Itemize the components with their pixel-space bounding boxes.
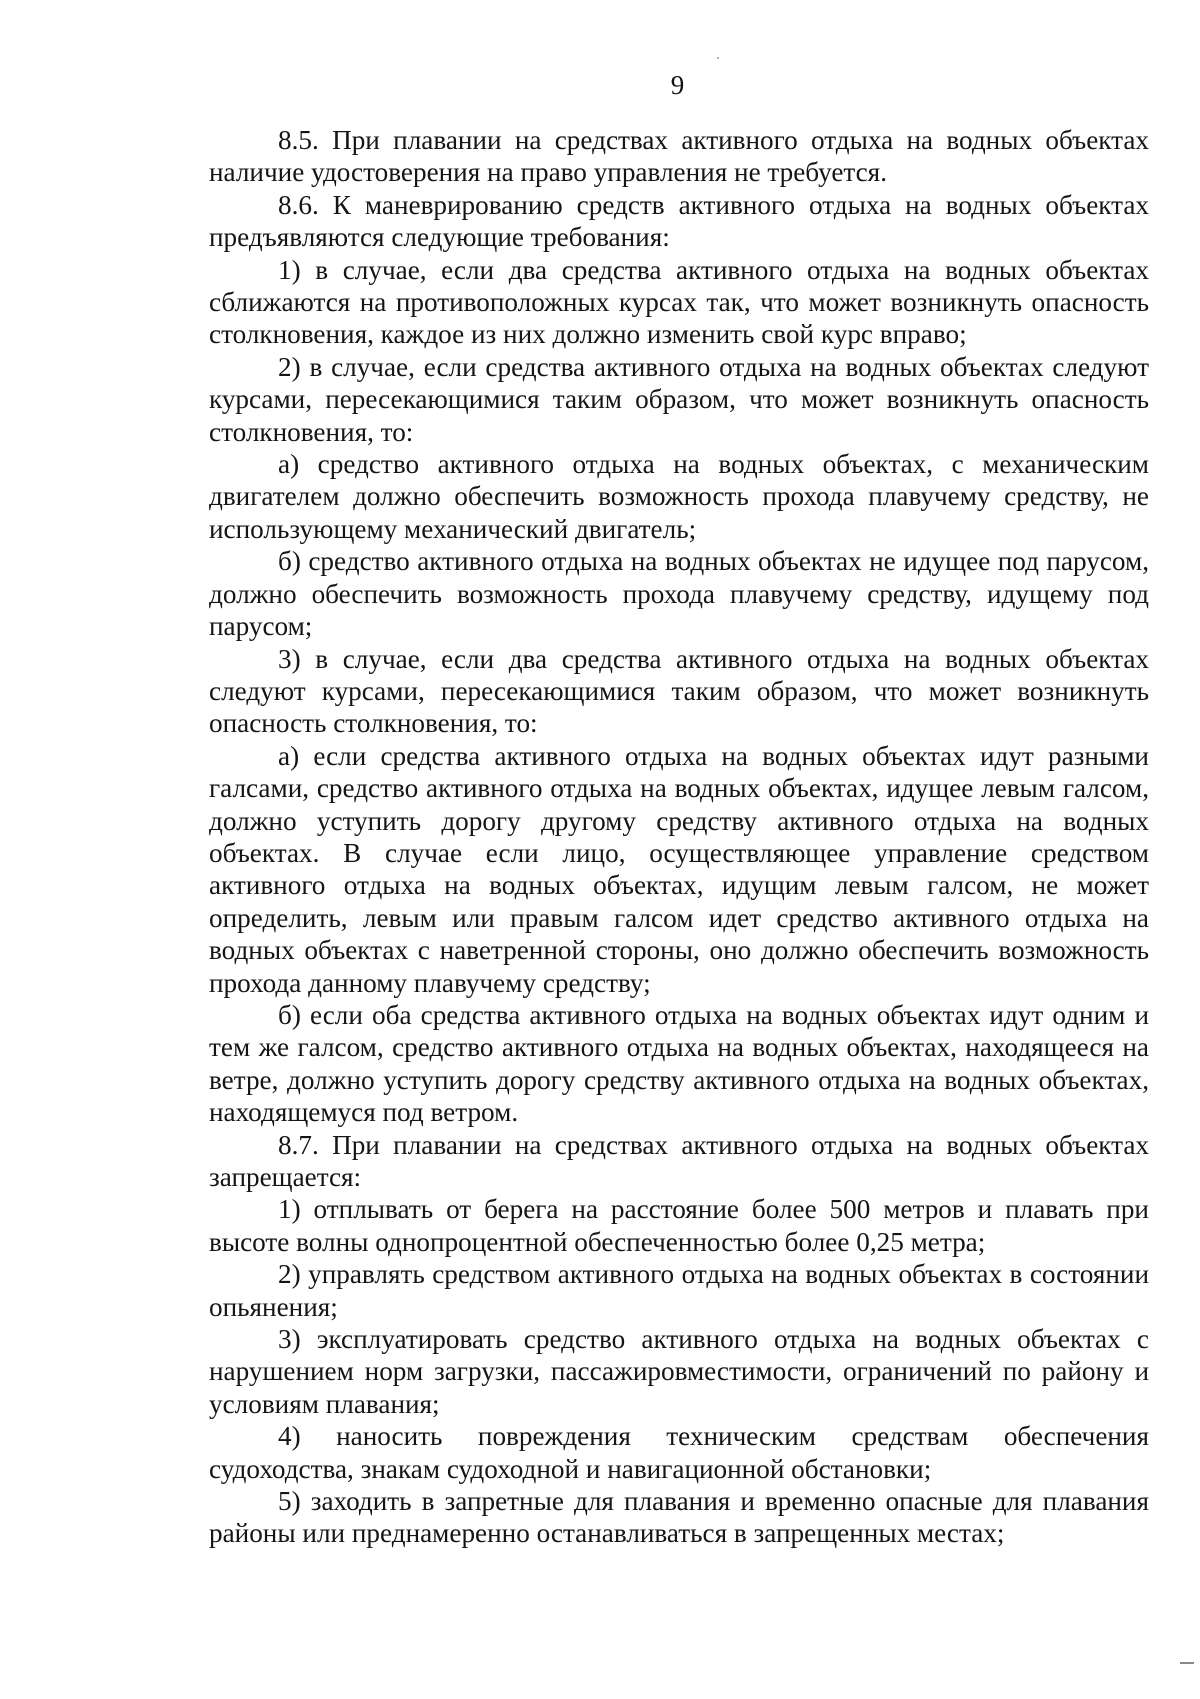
page-number: [0, 70, 1200, 101]
page-number-text: 9: [670, 70, 685, 100]
paragraph-8-6: 8.6. К маневрированию средств активного отдыха на водных объектах предъявляются следующие требования:: [209, 189, 1149, 253]
paragraph-8-7-item-2: 2) управлять средством активного отдыха на водных объектах в состоянии опьянения;: [209, 1259, 1149, 1322]
paragraph-8-6-item-2b: б) средство активного отдыха на водных объектах не идущее под парусом, должно обеспечить возможность прохода плавучему средству, идущему под парусом;: [209, 546, 1149, 642]
document-body: [209, 124, 1149, 1550]
paragraph-8-7-item-3: 3) эксплуатировать средство активного отдыха на водных объектах с нарушением норм загрузки, пассажировместимости, ограничений по району и условиям плавания;: [209, 1324, 1149, 1419]
paragraph-8-7-item-4: 4) наносить повреждения техническим средствам обеспечения судоходства, знакам судоходной и навигационной обстановки;: [209, 1421, 1149, 1484]
paragraph-8-6-item-3b: б) если оба средства активного отдыха на водных объектах идут одним и тем же галсом, средство активного отдыха на водных объектах, находящееся на ветре, должно уступить дорогу средству активного отдыха на водных объектах, находящемуся под ветром.: [209, 999, 1149, 1128]
scan-edge-mark: [1180, 1662, 1194, 1664]
paragraph-8-7: 8.7. При плавании на средствах активного отдыха на водных объектах запрещается:: [209, 1129, 1149, 1192]
paragraph-8-6-item-2: 2) в случае, если средства активного отдыха на водных объектах следуют курсами, пересекающимися таким образом, что может возникнуть опасность столкновения, то:: [209, 351, 1149, 447]
paragraph-8-5: 8.5. При плавании на средствах активного отдыха на водных объектах наличие удостоверения на право управления не требуется.: [209, 125, 1149, 188]
paragraph-8-6-item-2a: а) средство активного отдыха на водных объектах, с механическим двигателем должно обеспечить возможность прохода плавучему средству, не использующему механический двигатель;: [209, 449, 1149, 544]
paragraph-8-6-item-1: 1) в случае, если два средства активного отдыха на водных объектах сближаются на противоположных курсах так, что может возникнуть опасность столкновения, каждое из них должно изменить свой курс вправо;: [209, 254, 1149, 350]
paragraph-8-6-item-3: 3) в случае, если два средства активного отдыха на водных объектах следуют курсами, пересекающимися таким образом, что может возникнуть опасность столкновения, то:: [209, 643, 1149, 739]
paragraph-8-7-item-5: 5) заходить в запретные для плавания и временно опасные для плавания районы или преднамеренно останавливаться в запрещенных местах;: [209, 1486, 1149, 1549]
scan-speck: [717, 57, 719, 59]
paragraph-8-7-item-1: 1) отплывать от берега на расстояние более 500 метров и плавать при высоте волны однопроцентной обеспеченностью более 0,25 метра;: [209, 1194, 1149, 1257]
paragraph-8-6-item-3a: а) если средства активного отдыха на водных объектах идут разными галсами, средство активного отдыха на водных объектах, идущее левым галсом, должно уступить дорогу другому средству активного отдыха на водных объектах. В случае если лицо, осуществляющее управление средством активного отдыха на водных объектах, идущим левым галсом, не может определить, левым или правым галсом идет средство активного отдыха на водных объектах с наветренной стороны, оно должно обеспечить возможность прохода данному плавучему средству;: [209, 740, 1149, 998]
